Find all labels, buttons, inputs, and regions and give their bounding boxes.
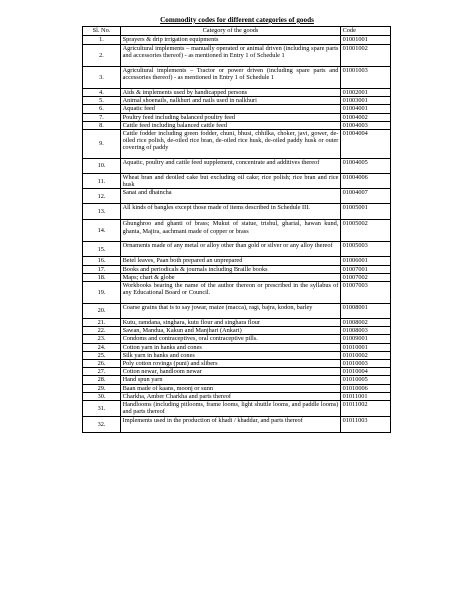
row-code: 01001002 — [341, 45, 391, 67]
row-category: Cotton newar, handloom newar — [121, 368, 341, 376]
row-code: 01004006 — [341, 174, 391, 189]
table-row — [83, 360, 391, 368]
table-row — [83, 257, 391, 265]
table-body — [83, 36, 391, 433]
table-row — [83, 105, 391, 113]
row-category: Sprayers & drip irrigation equipments — [121, 36, 341, 45]
table-row — [83, 417, 391, 433]
table-row — [83, 189, 391, 204]
row-code: 01004007 — [341, 189, 391, 204]
row-category: Betel leaves, Paan both prepared an unprepared — [121, 257, 341, 265]
row-code: 01005003 — [341, 242, 391, 257]
row-category: Aquatic, poultry and cattle feed supplement, concentrate and additives thereof — [121, 159, 341, 174]
row-category: Wheat bran and deoiled cake but excluding oil cake; rice polish; rice bran and rice husk — [121, 174, 341, 189]
row-category: Cotton yarn in hanks and cones — [121, 343, 341, 351]
commodity-codes-table — [82, 26, 391, 433]
table-row — [83, 220, 391, 242]
row-sl-no: 2. — [83, 45, 121, 67]
row-sl-no: 9. — [83, 130, 121, 159]
table-row — [83, 335, 391, 343]
row-sl-no: 17. — [83, 265, 121, 273]
row-sl-no: 30. — [83, 392, 121, 400]
row-code: 01003001 — [341, 97, 391, 105]
row-code: 01011001 — [341, 392, 391, 400]
table-row — [83, 67, 391, 89]
row-code: 01009001 — [341, 335, 391, 343]
row-code: 01004004 — [341, 130, 391, 159]
row-code: 01002001 — [341, 89, 391, 97]
row-code: 01004001 — [341, 105, 391, 113]
row-category: Aids & implements used by handicapped persons — [121, 89, 341, 97]
row-category: Books and periodicals & journals including Braille books — [121, 265, 341, 273]
row-code: 01010004 — [341, 368, 391, 376]
table-row — [83, 159, 391, 174]
row-code: 01007003 — [341, 282, 391, 304]
row-sl-no: 12. — [83, 189, 121, 204]
row-category: Cattle fodder including green fodder, chuni, bhusi, chhilka, choker, javi, gower, de-oiled rice polish, de-oiled rice bran, de-oiled rice husk, de-oiled paddy husk or outer covering of paddy — [121, 130, 341, 159]
row-category: Hand spun yarn — [121, 376, 341, 384]
table-row — [83, 319, 391, 327]
row-category: Aquatic feed — [121, 105, 341, 113]
table-row — [83, 242, 391, 257]
row-category: Cattle feed including balanced cattle feed — [121, 121, 341, 129]
row-sl-no: 1. — [83, 36, 121, 45]
row-category: Kutu, ramdana, singhara, kutu flour and singhara flour — [121, 319, 341, 327]
document-title: Commodity codes for different categories of goods — [160, 16, 314, 24]
row-category: Workbooks bearing the name of the author thereon or prescribed in the syllabus of any Educational Board or Council. — [121, 282, 341, 304]
row-sl-no: 7. — [83, 113, 121, 121]
table-row — [83, 351, 391, 359]
row-code: 01010002 — [341, 351, 391, 359]
header-code: Code — [341, 27, 391, 36]
row-sl-no: 19. — [83, 282, 121, 304]
row-sl-no: 15. — [83, 242, 121, 257]
row-category: Poultry feed including balanced poultry feed — [121, 113, 341, 121]
row-category: Handlooms (including pitlooms, frame looms, light shuttle looms, and paddle looms) and parts thereof — [121, 401, 341, 417]
row-category: Ornaments made of any metal or alloy other than gold or silver or any alloy thereof — [121, 242, 341, 257]
table-row — [83, 368, 391, 376]
row-sl-no: 24. — [83, 343, 121, 351]
table-row — [83, 265, 391, 273]
row-sl-no: 21. — [83, 319, 121, 327]
row-code: 01010003 — [341, 360, 391, 368]
row-category: Ghunghroo and ghanti of brass; Mukut of statue, trishul, gharial, hawan kund, ghanta, Majira, aachmani made of copper or brass — [121, 220, 341, 242]
row-sl-no: 4. — [83, 89, 121, 97]
table-row — [83, 343, 391, 351]
row-category: Agricultural implements – manually operated or animal driven (including spare parts and accessories thereof) - as mentioned in Entry 1 of Schedule 1 — [121, 45, 341, 67]
table-row — [83, 36, 391, 45]
row-code: 01001001 — [341, 36, 391, 45]
row-sl-no: 14. — [83, 220, 121, 242]
row-category: Maps; chart & globe — [121, 273, 341, 281]
row-sl-no: 13. — [83, 204, 121, 220]
row-sl-no: 27. — [83, 368, 121, 376]
row-sl-no: 23. — [83, 335, 121, 343]
row-category: Silk yarn in hanks and cones — [121, 351, 341, 359]
row-code: 01011002 — [341, 401, 391, 417]
table-row — [83, 282, 391, 304]
table-row — [83, 376, 391, 384]
row-category: Sawan, Mandua, Kakun and Manjhari (Ankari) — [121, 327, 341, 335]
table-row — [83, 384, 391, 392]
row-code: 01010006 — [341, 384, 391, 392]
row-sl-no: 18. — [83, 273, 121, 281]
row-category: All kinds of bangles except those made of items described in Schedule III. — [121, 204, 341, 220]
row-code: 01011003 — [341, 417, 391, 433]
row-code: 01007002 — [341, 273, 391, 281]
table-row — [83, 204, 391, 220]
row-category: Agricultural implements – Tractor or power driven (including spare parts and accessories thereof) - as mentioned in Entry 1 of Schedule 1 — [121, 67, 341, 89]
table-row — [83, 304, 391, 319]
row-sl-no: 11. — [83, 174, 121, 189]
row-code: 01005002 — [341, 220, 391, 242]
row-code: 01004005 — [341, 159, 391, 174]
row-sl-no: 10. — [83, 159, 121, 174]
table-row — [83, 327, 391, 335]
row-code: 01010005 — [341, 376, 391, 384]
row-sl-no: 32. — [83, 417, 121, 433]
row-sl-no: 6. — [83, 105, 121, 113]
row-code: 01004002 — [341, 113, 391, 121]
row-sl-no: 16. — [83, 257, 121, 265]
row-code: 01006001 — [341, 257, 391, 265]
row-sl-no: 29. — [83, 384, 121, 392]
table-row — [83, 45, 391, 67]
header-sl-no: Sl. No. — [83, 27, 121, 36]
row-sl-no: 3. — [83, 67, 121, 89]
row-code: 01001003 — [341, 67, 391, 89]
row-code: 01005001 — [341, 204, 391, 220]
table-row — [83, 273, 391, 281]
row-category: Poly cotton rovings (puni) and slibers — [121, 360, 341, 368]
row-code: 01008001 — [341, 304, 391, 319]
table-row — [83, 392, 391, 400]
table-header-row — [83, 27, 391, 36]
row-category: Coarse grains that is to say jowar, maize (macca), ragi, bajra, kodon, barley — [121, 304, 341, 319]
table-row — [83, 174, 391, 189]
row-code: 01010001 — [341, 343, 391, 351]
row-sl-no: 8. — [83, 121, 121, 129]
table-row — [83, 113, 391, 121]
row-code: 01008003 — [341, 327, 391, 335]
row-category: Baan made of kaans, moonj or sunn — [121, 384, 341, 392]
row-sl-no: 22. — [83, 327, 121, 335]
row-code: 01004003 — [341, 121, 391, 129]
row-sl-no: 20. — [83, 304, 121, 319]
row-category: Animal shoenails, nalkhuri and nails used in nalkhuri — [121, 97, 341, 105]
row-code: 01008002 — [341, 319, 391, 327]
table-row — [83, 130, 391, 159]
row-category: Charkha, Amber Charkha and parts thereof — [121, 392, 341, 400]
row-code: 01007001 — [341, 265, 391, 273]
row-sl-no: 26. — [83, 360, 121, 368]
table-row — [83, 401, 391, 417]
header-category: Category of the goods — [121, 27, 341, 36]
table-row — [83, 89, 391, 97]
row-sl-no: 28. — [83, 376, 121, 384]
row-category: Condoms and contraceptives, oral contraceptive pills. — [121, 335, 341, 343]
row-category: Sanai and dhaincha — [121, 189, 341, 204]
row-sl-no: 5. — [83, 97, 121, 105]
row-sl-no: 31. — [83, 401, 121, 417]
table-row — [83, 97, 391, 105]
row-category: Implements used in the production of khadi / khaddar, and parts thereof — [121, 417, 341, 433]
row-sl-no: 25. — [83, 351, 121, 359]
table-row — [83, 121, 391, 129]
